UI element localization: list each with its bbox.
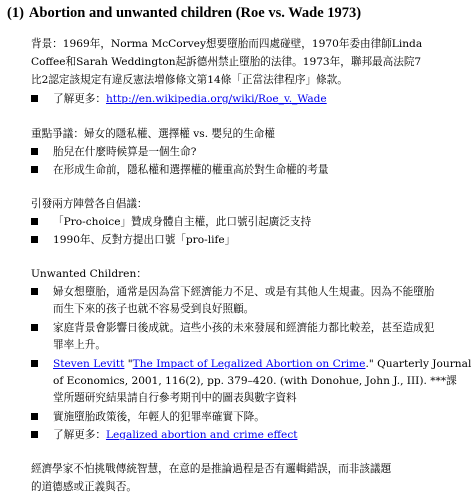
bullet-square-icon (31, 166, 38, 173)
bullet-square-icon (31, 218, 38, 225)
bullet-square-icon (31, 236, 38, 243)
sides-heading: 引發兩方陣營各自倡議： (31, 198, 148, 210)
unwanted-heading: Unwanted Children： (31, 268, 147, 280)
bullet-square-icon (31, 95, 38, 102)
reference-line-2: of Economics, 2001, 116(2), pp. 379–420. (with Donohue, John J., III). ***課 (53, 375, 457, 387)
crime-effect-link[interactable]: Legalized abortion and crime effect (105, 429, 298, 441)
sides-item-text: 1990年、反對方提出口號「pro-life」 (53, 234, 236, 246)
background-line-2: Coffee和Sarah Weddington起訴德州禁止墮胎的法律。1973年，聯邦最高法院7 (31, 56, 422, 68)
unwanted-item-text: 實施墮胎政策後，年輕人的犯罪率確實下降。 (53, 411, 265, 423)
quote-open: " (124, 358, 133, 370)
dispute-item-text: 胎兒在什麼時候算是一個生命? (53, 146, 197, 158)
unwanted-item-text: 家庭背景會影響日後成就。這些小孩的未來發展和經濟能力都比較差，甚至造成犯罪率上升。 (53, 322, 435, 351)
wikipedia-link[interactable]: http://en.wikipedia.org/wiki/Roe_v._Wade (105, 93, 327, 105)
journal-text: ." Quarterly Journal (365, 358, 471, 370)
author-link[interactable]: Steven Levitt (53, 358, 125, 370)
reference-line-3: 堂所題研究結果請自行參考期刊中的圖表與數字資料 (53, 392, 297, 404)
bullet-square-icon (31, 431, 38, 438)
section-title-text: Abortion and unwanted children (Roe vs. Wade 1973) (28, 5, 362, 21)
more-label: 了解更多： (53, 93, 106, 105)
sides-item-text: 「Pro-choice」贊成身體自主權，此口號引起廣泛支持 (53, 216, 312, 228)
unwanted-item-text: 婦女想墮胎，通常是因為當下經濟能力不足、或是有其他人生規畫。因為不能墮胎而生下來的孩子也就不容易受到良好照顧。 (53, 286, 435, 315)
background-line-3: 比2認定該規定有違反憲法增修條文第14條「正當法律程序」條款。 (31, 74, 348, 86)
paper-title-link[interactable]: The Impact of Legalized Abortion on Crime (132, 358, 366, 370)
conclusion-line-2: 的道德感或正義與否。 (31, 481, 137, 493)
bullet-square-icon (31, 360, 38, 367)
bullet-square-icon (31, 413, 38, 420)
dispute-item-text: 在形成生命前，隱私權和選擇權的權重高於對生命權的考量 (53, 164, 329, 176)
section-title (7, 5, 361, 22)
conclusion-line-1: 經濟學家不怕挑戰傳統智慧，在意的是推論過程是否有邏輯錯誤，而非該議題 (31, 463, 392, 475)
bullet-square-icon (31, 324, 38, 331)
dispute-heading: 重點爭議：婦女的隱私權、選擇權 vs. 嬰兒的生命權 (31, 128, 275, 140)
bullet-square-icon (31, 148, 38, 155)
more-label: 了解更多： (53, 429, 106, 441)
section-number: (1) (7, 5, 24, 21)
bullet-square-icon (31, 288, 38, 295)
background-line-1: 背景：1969年，Norma McCorvey想要墮胎而四處碰壁，1970年委由律師Linda (31, 38, 423, 50)
